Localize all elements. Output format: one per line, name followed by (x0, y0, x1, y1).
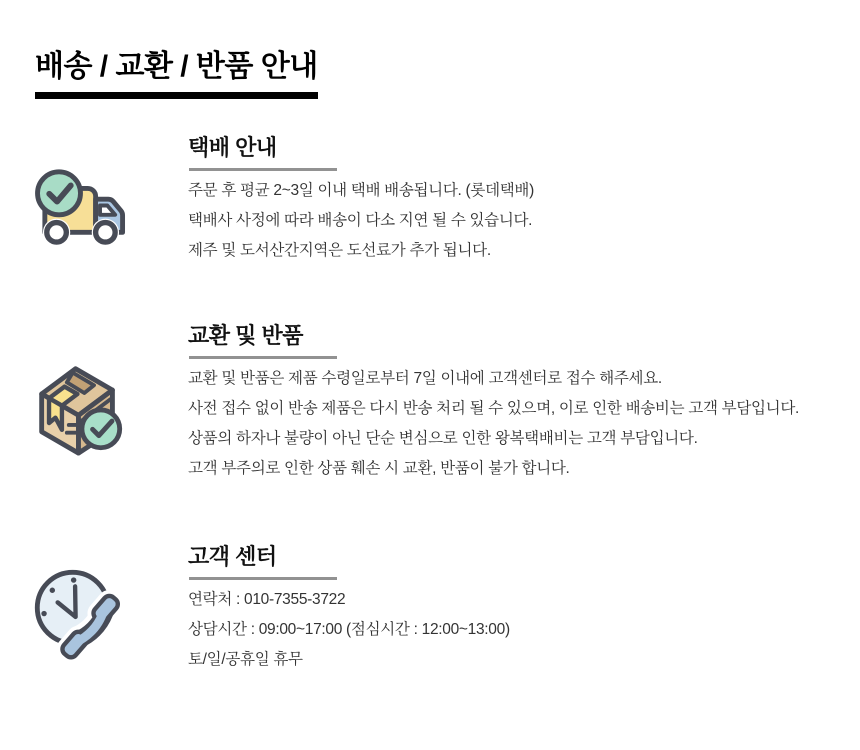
info-line: 교환 및 반품은 제품 수령일로부터 7일 이내에 고객센터로 접수 해주세요. (188, 370, 662, 387)
info-line: 제주 및 도서산간지역은 도선료가 추가 됩니다. (188, 242, 491, 259)
info-line: 고객 부주의로 인한 상품 훼손 시 교환, 반품이 불가 합니다. (188, 460, 570, 477)
clock-phone-icon (30, 545, 188, 675)
package-box-check-icon (30, 324, 188, 484)
section-title-rule (189, 577, 337, 580)
section-title-customer-center: 고객 센터 (188, 544, 277, 569)
customer-center-text (188, 545, 860, 675)
exchange-return-text (188, 324, 860, 484)
section-title-rule (189, 356, 337, 359)
delivery-info-text (188, 136, 860, 266)
customer-center-lines (188, 585, 860, 675)
info-line-holidays: 토/일/공휴일 휴무 (188, 651, 303, 668)
section-title-delivery: 택배 안내 (188, 135, 277, 160)
delivery-truck-check-icon (30, 136, 188, 266)
section-customer-center (30, 545, 860, 675)
section-title-rule (189, 168, 337, 171)
section-title-exchange-return: 교환 및 반품 (188, 323, 303, 348)
info-sections (30, 136, 860, 675)
page-header (0, 0, 860, 99)
exchange-return-lines (188, 364, 860, 484)
info-line-hours: 상담시간 : 09:00~17:00 (점심시간 : 12:00~13:00) (188, 621, 510, 638)
info-line: 사전 접수 없이 반송 제품은 다시 반송 처리 될 수 있으며, 이로 인한 배송비는 고객 부담입니다. (188, 400, 800, 417)
info-line-phone-number: 연락처 : 010-7355-3722 (188, 591, 346, 608)
section-delivery-info (30, 136, 860, 266)
info-line: 상품의 하자나 불량이 아닌 단순 변심으로 인한 왕복택배비는 고객 부담입니다. (188, 430, 698, 447)
info-line: 주문 후 평균 2~3일 이내 택배 배송됩니다. (롯데택배) (188, 182, 534, 199)
section-exchange-return (30, 324, 860, 484)
info-line: 택배사 사정에 따라 배송이 다소 지연 될 수 있습니다. (188, 212, 533, 229)
page-title: 배송 / 교환 / 반품 안내 (35, 47, 318, 99)
delivery-info-lines (188, 176, 860, 266)
